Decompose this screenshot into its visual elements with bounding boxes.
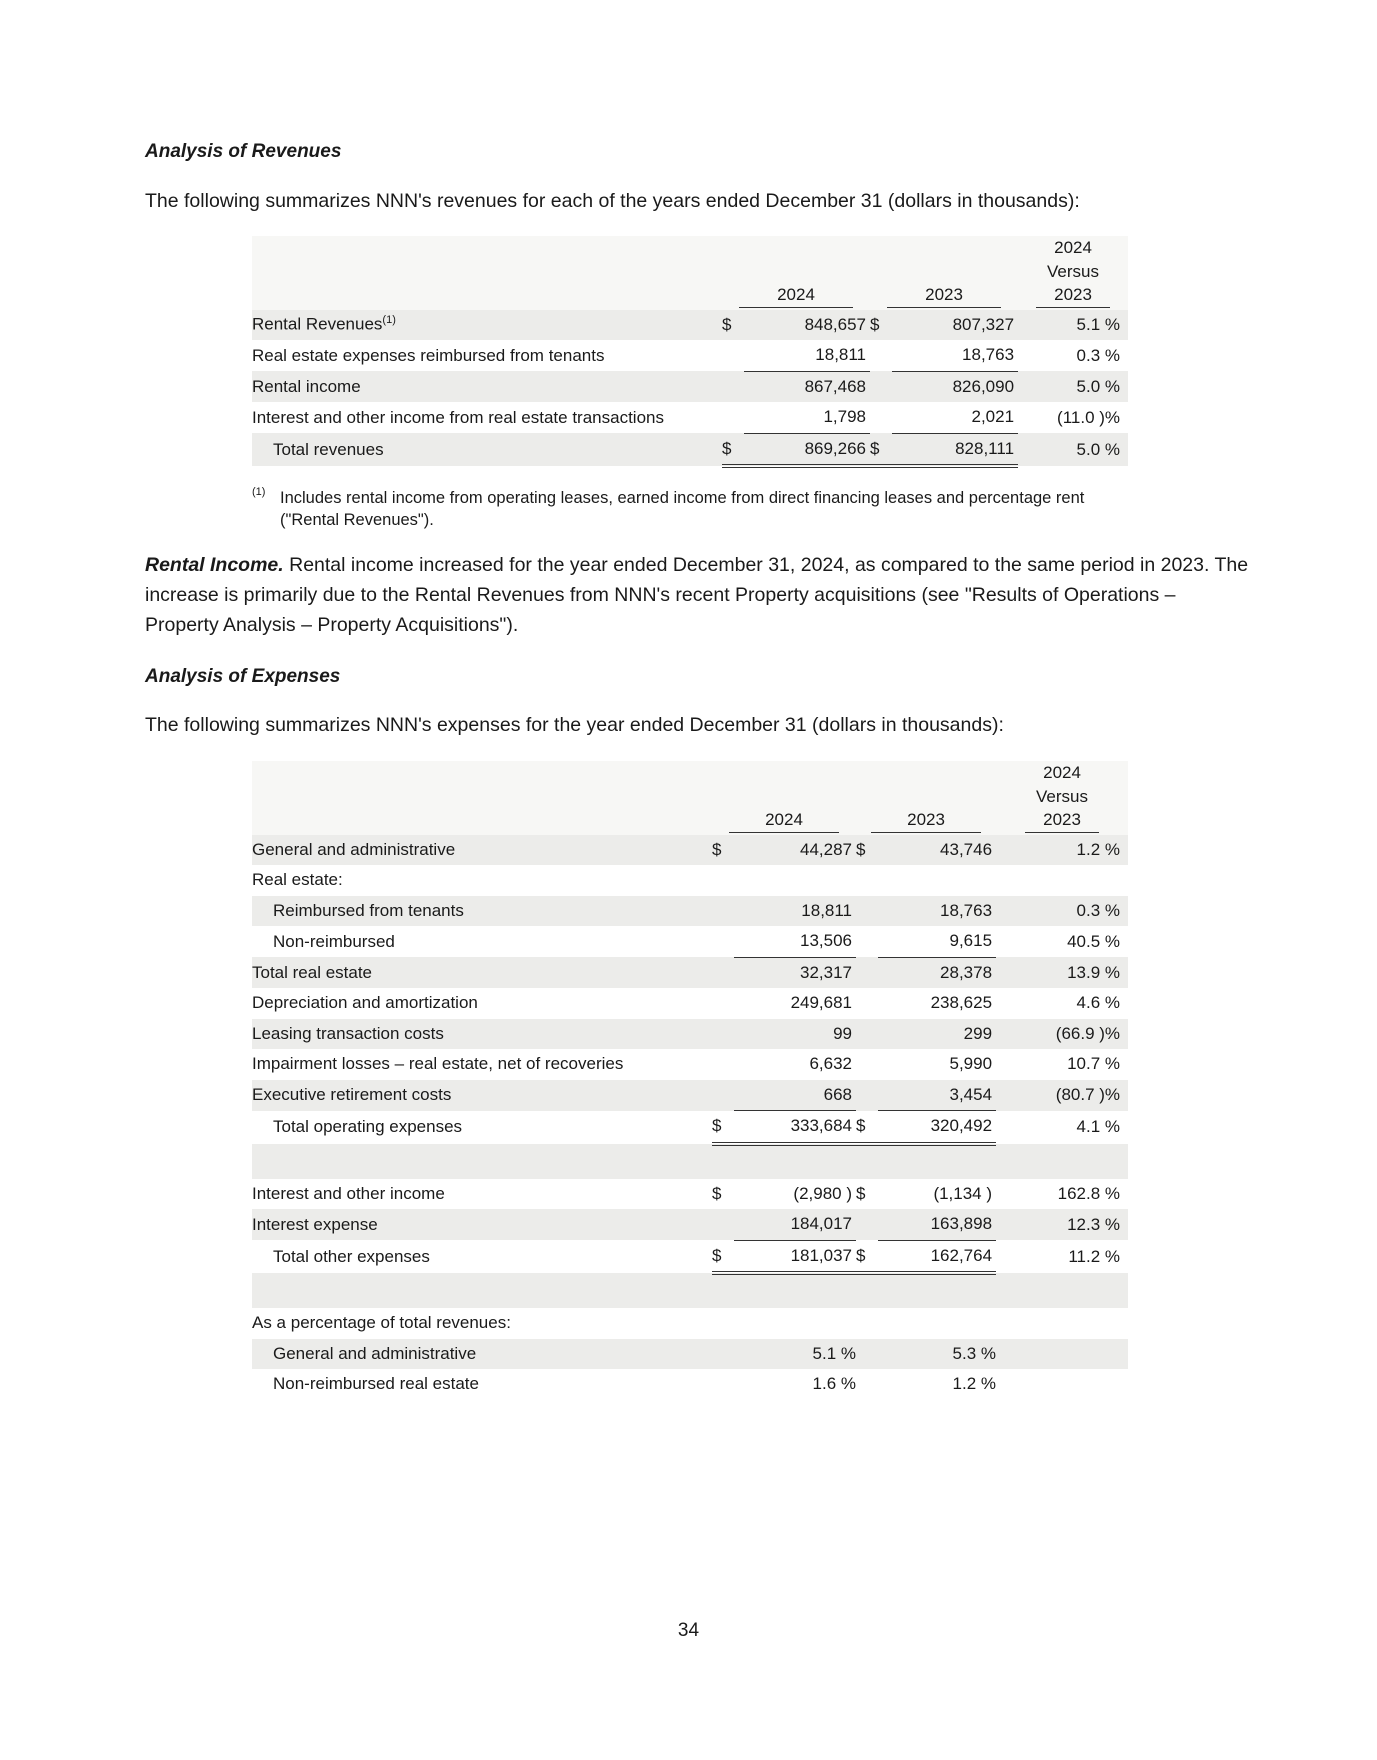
row-label: Interest and other income (252, 1183, 445, 1203)
dollar-sign: $ (712, 1111, 734, 1144)
revenues-header-versus-l2: Versus (1047, 261, 1100, 281)
value-2023: 28,378 (878, 957, 996, 988)
row-label: Non-reimbursed (273, 931, 395, 951)
percent-change: (80.7 )% (996, 1080, 1128, 1111)
table-spacer (252, 1273, 1128, 1308)
dollar-sign: $ (712, 1240, 734, 1273)
dollar-sign: $ (856, 835, 878, 866)
value-2024: (2,980 ) (793, 1183, 853, 1203)
row-label: General and administrative (252, 1339, 712, 1370)
table-row (252, 1369, 1128, 1400)
revenues-header-2023: 2023 (887, 283, 1001, 308)
value-2024: 181,037 (734, 1240, 856, 1273)
table-row (252, 402, 1128, 433)
percent-change: 13.9 % (996, 957, 1128, 988)
table-row (252, 371, 1128, 402)
value-2023: 299 (878, 1019, 996, 1050)
value-2023: 9,615 (878, 926, 996, 957)
table-row (252, 310, 1128, 341)
expenses-header-versus-l2: Versus (1036, 786, 1089, 806)
value-2023: 163,898 (878, 1209, 996, 1240)
percent-change: 12.3 % (996, 1209, 1128, 1240)
revenues-header-versus-l1: 2024 (1054, 238, 1092, 257)
table-row (252, 1209, 1128, 1240)
table-row (252, 1339, 1128, 1370)
row-label: Total revenues (252, 433, 722, 466)
table-row (252, 1019, 1128, 1050)
row-label: Non-reimbursed real estate (273, 1374, 479, 1394)
footnote-text: Includes rental income from operating leases, earned income from direct financing leases and percentage rent ("Rental Revenues"). (280, 489, 1085, 529)
row-label: Reimbursed from tenants (252, 896, 712, 927)
table-row (252, 988, 1128, 1019)
revenues-intro: The following summarizes NNN's revenues for each of the years ended December 31 (dollars in thousands): (145, 190, 1080, 212)
value-2024: 5.1 % (734, 1339, 856, 1370)
expenses-header-2024: 2024 (729, 808, 839, 833)
value-2024: 6,632 (809, 1054, 853, 1074)
row-label: Total operating expenses (273, 1117, 463, 1136)
percent-change: 5.0 % (1018, 371, 1128, 402)
table-row (252, 1308, 1128, 1339)
value-2023: 1.2 % (952, 1374, 997, 1394)
row-label: Impairment losses – real estate, net of recoveries (252, 1054, 624, 1074)
value-2023: 238,625 (930, 993, 993, 1013)
table-row (252, 835, 1128, 866)
rental-income-lead: Rental Income. (145, 554, 284, 576)
table-row (252, 865, 1128, 896)
page-number: 34 (677, 1620, 700, 1641)
value-2024: 32,317 (734, 957, 856, 988)
row-label: Rental income (252, 371, 722, 402)
percent-change: 1.2 % (996, 835, 1128, 866)
expenses-header-2023: 2023 (871, 808, 981, 833)
value-2024: 869,266 (744, 433, 870, 466)
row-label: Real estate: (252, 870, 343, 890)
revenues-table (252, 236, 1128, 468)
row-label: Executive retirement costs (252, 1080, 712, 1111)
row-label: Leasing transaction costs (252, 1019, 712, 1050)
footnote-mark: (1) (252, 486, 266, 498)
value-2024: 13,506 (734, 926, 856, 957)
value-2023: 18,763 (878, 896, 996, 927)
expenses-table (252, 761, 1128, 1400)
row-label: Rental Revenues (252, 315, 383, 335)
table-row (252, 433, 1128, 466)
value-2023: 162,764 (878, 1240, 996, 1273)
dollar-sign: $ (712, 1183, 722, 1203)
percent-change: 10.7 % (1067, 1054, 1121, 1074)
percent-change: 0.3 % (1076, 345, 1121, 365)
row-label: Total real estate (252, 957, 712, 988)
revenues-heading: Analysis of Revenues (145, 141, 342, 162)
rental-income-paragraph (145, 550, 1250, 640)
value-2023: 320,492 (878, 1111, 996, 1144)
expenses-header-row (252, 761, 1128, 835)
value-2024: 18,811 (744, 340, 870, 371)
value-2024: 184,017 (734, 1209, 856, 1240)
percent-change: 162.8 % (1057, 1183, 1121, 1203)
dollar-sign: $ (712, 835, 734, 866)
revenues-header-row (252, 236, 1128, 310)
percent-change: 5.0 % (1018, 433, 1128, 466)
dollar-sign: $ (856, 1183, 866, 1203)
value-2024: 18,811 (734, 896, 856, 927)
table-row (252, 340, 1128, 371)
percent-change: 4.6 % (1076, 993, 1121, 1013)
footnote-ref: (1) (382, 314, 396, 327)
dollar-sign: $ (722, 310, 744, 341)
percent-change: 0.3 % (996, 896, 1128, 927)
dollar-sign: $ (870, 433, 892, 466)
value-2023: 826,090 (892, 371, 1018, 402)
revenues-header-2024: 2024 (739, 283, 853, 308)
value-2024: 848,657 (744, 310, 870, 341)
table-row (252, 1240, 1128, 1273)
row-label: Real estate expenses reimbursed from tenants (252, 345, 605, 365)
value-2024: 44,287 (734, 835, 856, 866)
percent-change: (11.0 )% (1057, 407, 1121, 427)
value-2023: 3,454 (878, 1080, 996, 1111)
row-label: As a percentage of total revenues: (252, 1313, 511, 1333)
table-row (252, 1080, 1128, 1111)
value-2024: 249,681 (790, 993, 853, 1013)
row-label: Interest and other income from real estate transactions (252, 407, 664, 427)
row-label: General and administrative (252, 835, 712, 866)
expenses-intro: The following summarizes NNN's expenses for the year ended December 31 (dollars in thousands): (145, 714, 1004, 736)
table-row (252, 896, 1128, 927)
dollar-sign: $ (870, 310, 892, 341)
value-2023: 5.3 % (878, 1339, 996, 1370)
table-row (252, 1179, 1128, 1210)
rental-income-text: Rental income increased for the year ended December 31, 2024, as compared to the same period in 2023. The increase is primarily due to the Rental Revenues from NNN's recent Property acquisitions (see "Results of Operations – Property Analysis – Property Acquisitions"). (145, 554, 1249, 636)
value-2023: 807,327 (892, 310, 1018, 341)
table-row (252, 1111, 1128, 1144)
table-row (252, 926, 1128, 957)
row-label: Total other expenses (273, 1246, 430, 1266)
value-2024: 867,468 (744, 371, 870, 402)
expenses-header-versus-l1: 2024 (1043, 763, 1081, 782)
revenues-header-versus-l3: 2023 (1036, 283, 1110, 308)
dollar-sign: $ (856, 1111, 878, 1144)
value-2024: 99 (734, 1019, 856, 1050)
dollar-sign: $ (722, 433, 744, 466)
value-2023: 2,021 (892, 402, 1018, 433)
percent-change: (66.9 )% (996, 1019, 1128, 1050)
percent-change: 40.5 % (1067, 931, 1121, 951)
value-2024: 668 (734, 1080, 856, 1111)
expenses-heading: Analysis of Expenses (145, 666, 341, 687)
row-label: Interest expense (252, 1209, 712, 1240)
value-2023: 43,746 (878, 835, 996, 866)
table-row (252, 957, 1128, 988)
percent-change: 4.1 % (1076, 1117, 1121, 1136)
dollar-sign: $ (856, 1240, 878, 1273)
row-label: Depreciation and amortization (252, 993, 478, 1013)
value-2023: 5,990 (949, 1054, 993, 1074)
value-2023: 828,111 (892, 433, 1018, 466)
value-2023: (1,134 ) (933, 1183, 993, 1203)
value-2024: 1,798 (744, 402, 870, 433)
value-2023: 18,763 (892, 340, 1018, 371)
value-2024: 333,684 (734, 1111, 856, 1144)
table-spacer (252, 1144, 1128, 1179)
percent-change: 11.2 % (1068, 1246, 1121, 1266)
expenses-header-versus-l3: 2023 (1025, 808, 1099, 833)
table-row (252, 1049, 1128, 1080)
percent-change: 5.1 % (1018, 310, 1128, 341)
value-2024: 1.6 % (812, 1374, 857, 1394)
